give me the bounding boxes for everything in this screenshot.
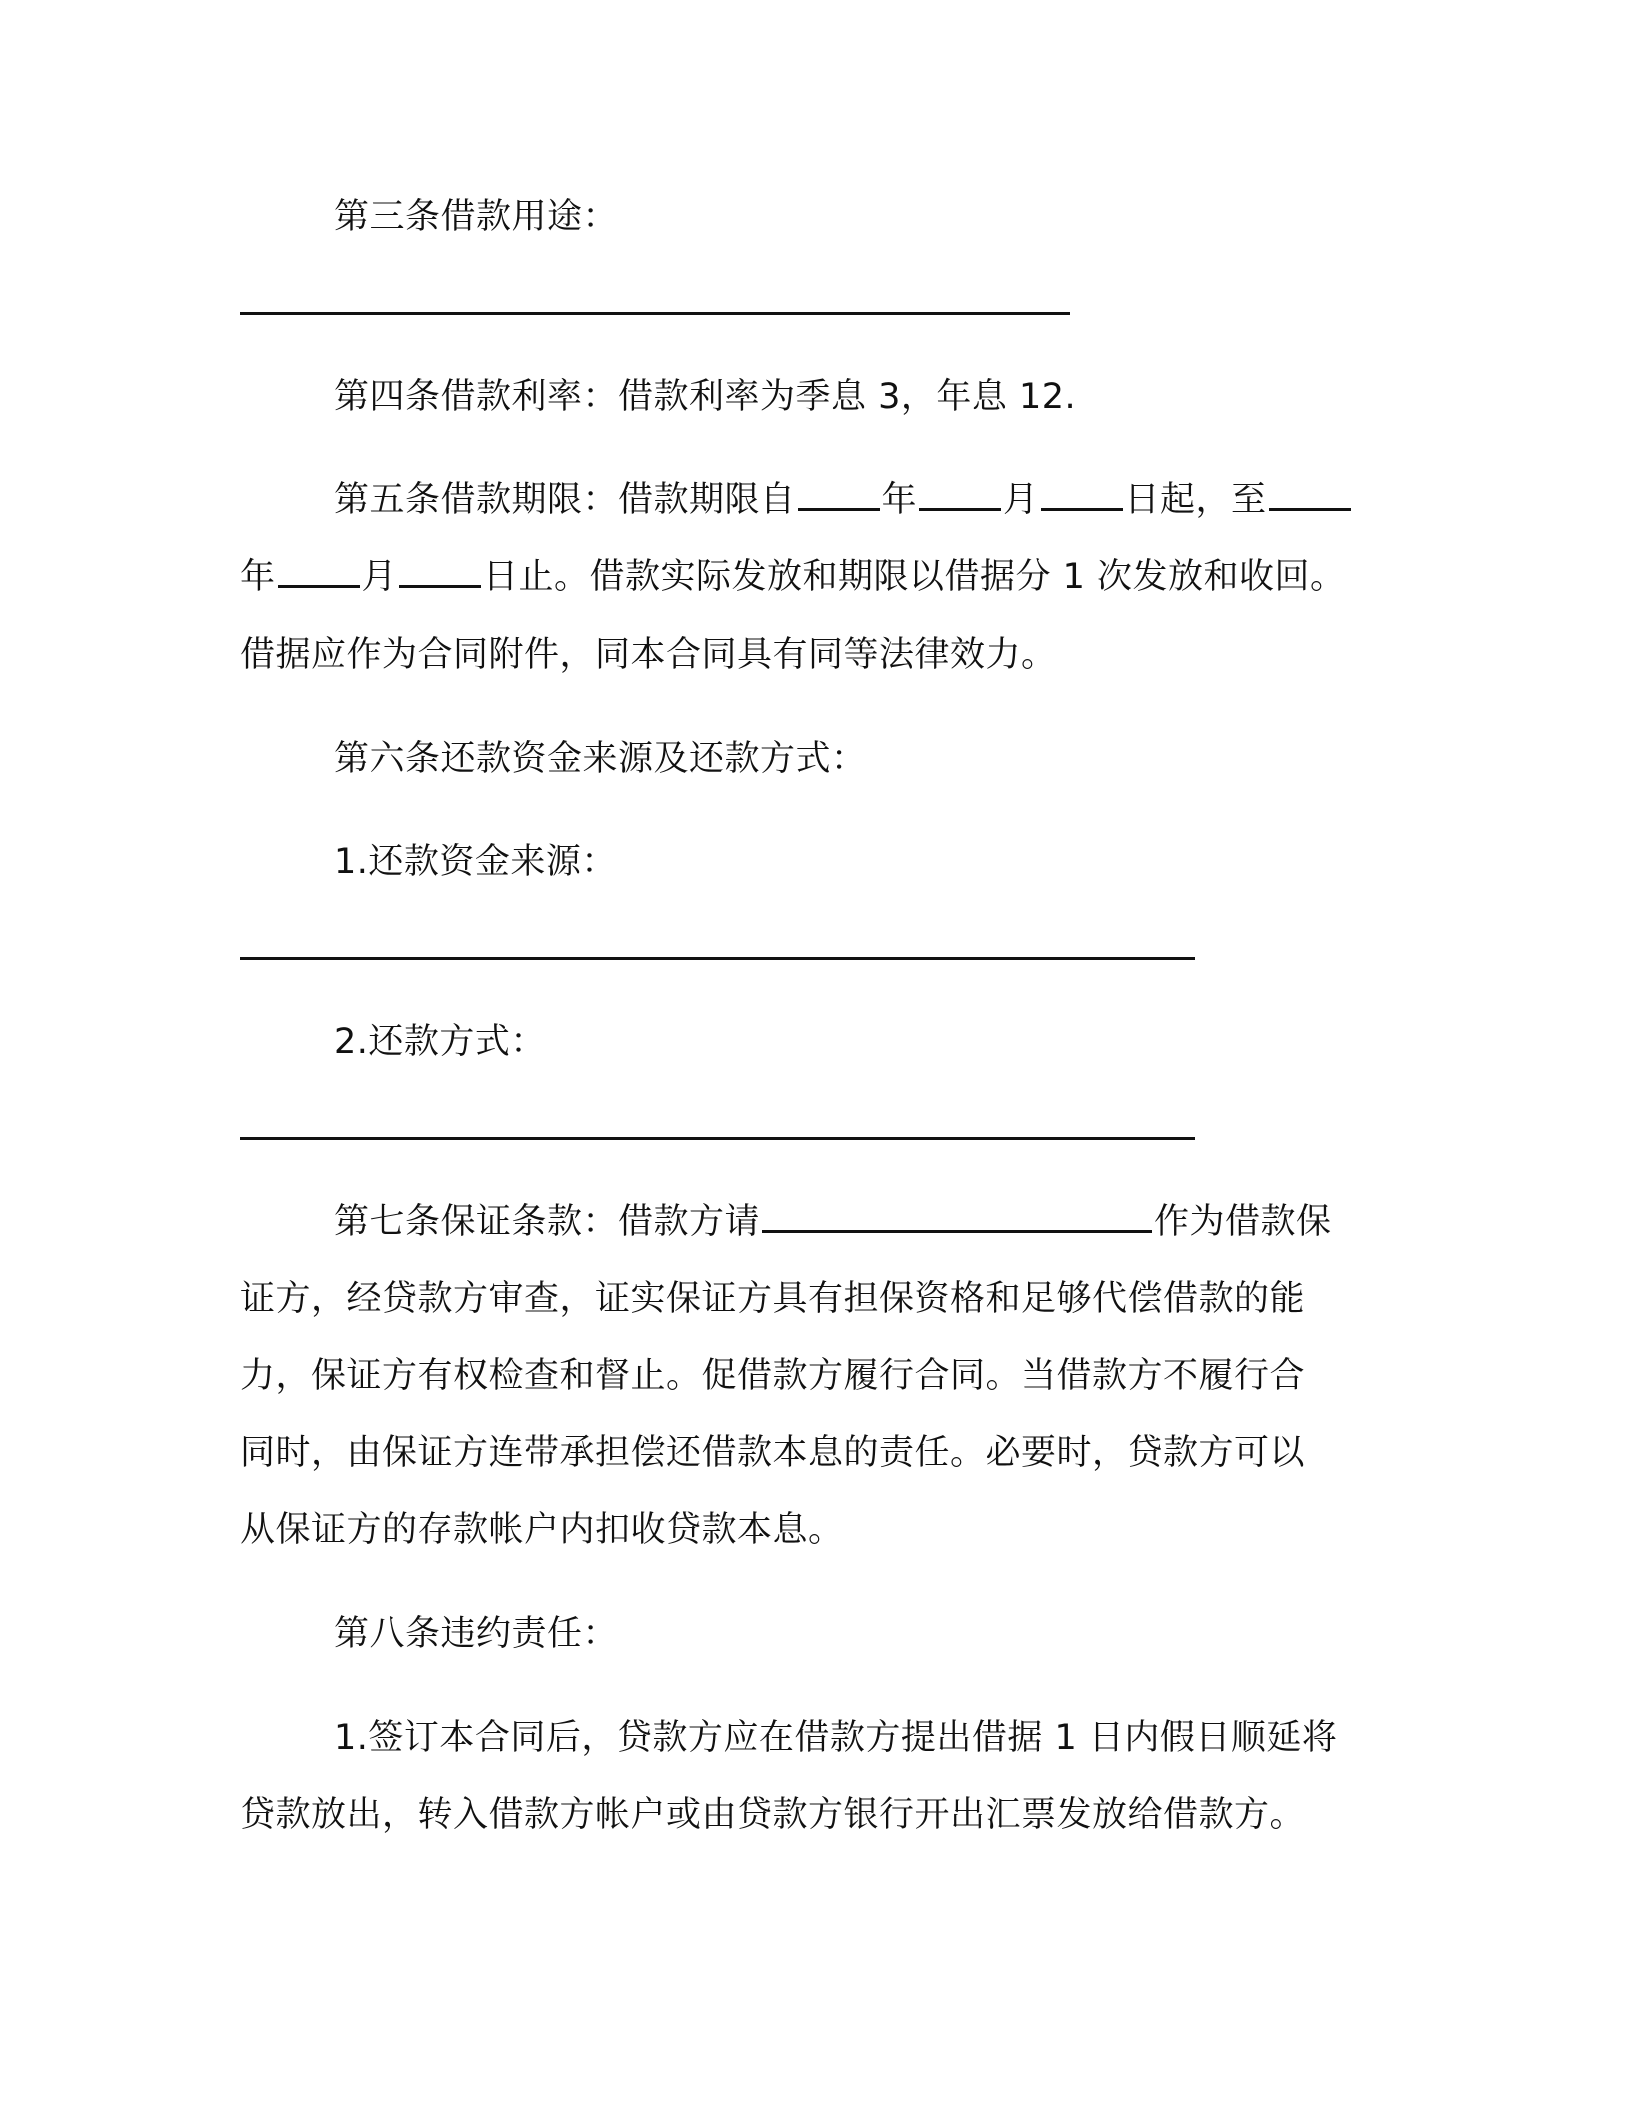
article-6-item-1-fill-line [240, 957, 1195, 960]
article-6-item-2-fill-line [240, 1137, 1195, 1140]
article-5-line-2-text-b: 月 [361, 557, 398, 597]
article-7-line-1 [334, 1200, 1332, 1244]
article-5-line-1-text-a: 第五条借款期限：借款期限自 [334, 480, 796, 520]
article-5-line-2 [240, 555, 1346, 599]
article-5-line-2-text-a: 年 [240, 557, 276, 597]
article-6-item-2: 2.还款方式： [334, 1022, 546, 1062]
end-month-blank [278, 555, 360, 588]
guarantor-blank [762, 1200, 1152, 1233]
article-3-fill-line [240, 312, 1070, 315]
article-7-line-2: 证方，经贷款方审查，证实保证方具有担保资格和足够代偿借款的能 [240, 1279, 1306, 1319]
article-7-line-5: 从保证方的存款帐户内扣收贷款本息。 [240, 1510, 844, 1550]
article-5-line-2-text-c: 日止。借款实际发放和期限以借据分 1 次发放和收回。 [483, 557, 1346, 597]
article-8-item-1-line-2: 贷款放出，转入借款方帐户或由贷款方银行开出汇票发放给借款方。 [240, 1795, 1306, 1835]
article-7-line-1-text-b: 作为借款保 [1154, 1202, 1332, 1242]
month-blank [919, 478, 1001, 511]
article-7-line-3: 力，保证方有权检查和督止。促借款方履行合同。当借款方不履行合 [240, 1356, 1306, 1396]
day-blank [1041, 478, 1123, 511]
article-5-line-1-text-d: 日起，至 [1124, 480, 1267, 520]
article-5-line-1-text-c: 月 [1003, 480, 1039, 520]
article-3-heading: 第三条借款用途： [334, 197, 619, 237]
article-4-text: 第四条借款利率：借款利率为季息 3，年息 12. [334, 377, 1077, 417]
article-7-line-4: 同时，由保证方连带承担偿还借款本息的责任。必要时，贷款方可以 [240, 1433, 1306, 1473]
end-day-blank [399, 555, 481, 588]
article-7-line-1-text-a: 第七条保证条款：借款方请 [334, 1202, 761, 1242]
article-6-item-1: 1.还款资金来源： [334, 842, 617, 882]
end-year-blank [1269, 478, 1351, 511]
article-5-line-1-text-b: 年 [881, 480, 918, 520]
article-6-heading: 第六条还款资金来源及还款方式： [334, 739, 867, 779]
year-blank [798, 478, 880, 511]
article-8-item-1-line-1: 1.签订本合同后，贷款方应在借款方提出借据 1 日内假日顺延将 [334, 1718, 1338, 1758]
article-5-line-1 [334, 478, 1353, 522]
article-5-line-3: 借据应作为合同附件，同本合同具有同等法律效力。 [240, 635, 1057, 675]
article-8-heading: 第八条违约责任： [334, 1614, 619, 1654]
